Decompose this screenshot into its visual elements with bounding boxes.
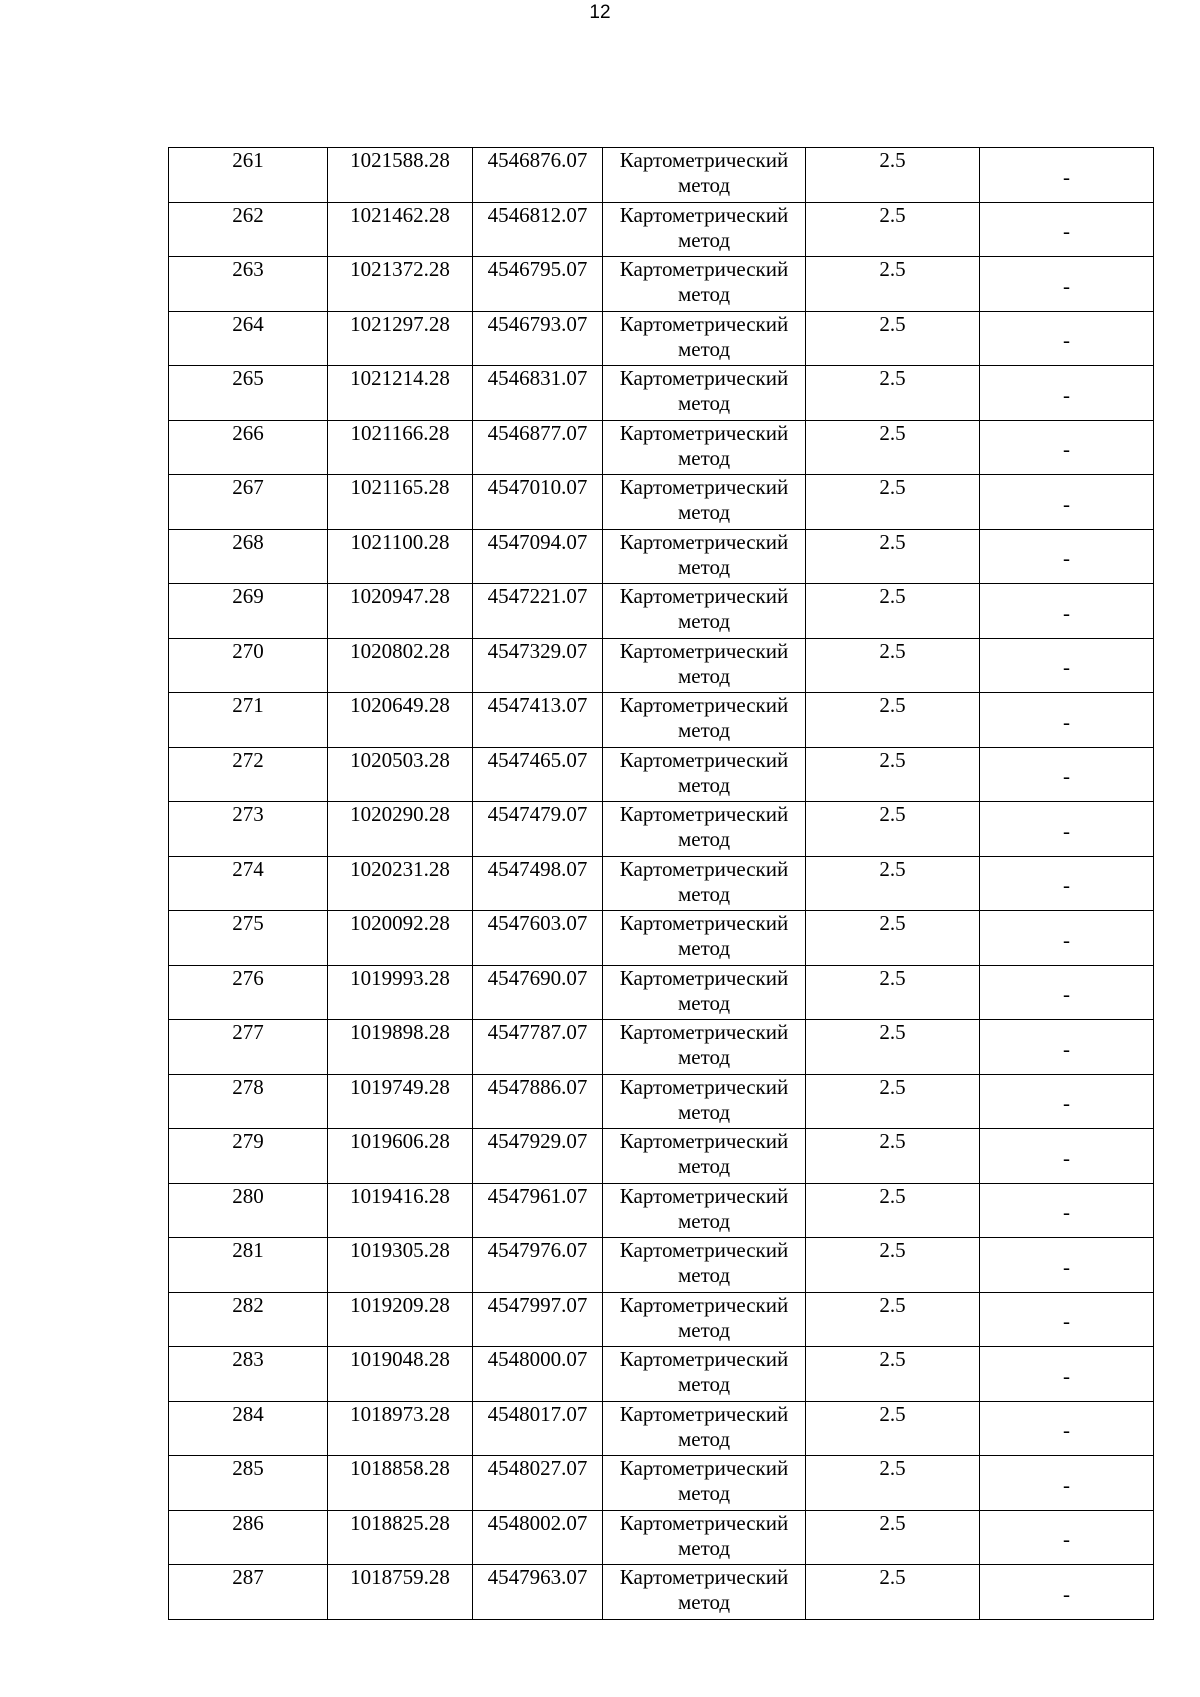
x-coordinate-cell: 1021372.28: [328, 257, 473, 312]
method-cell: [603, 584, 806, 639]
method-line-1: Картометрический: [619, 148, 789, 172]
method-cell: [603, 802, 806, 857]
y-coordinate-cell: 4547963.07: [473, 1565, 603, 1620]
accuracy-cell: 2.5: [806, 802, 980, 857]
method-line-2: метод: [677, 827, 731, 851]
accuracy-cell: 2.5: [806, 965, 980, 1020]
method-line-1: Картометрический: [619, 529, 789, 554]
y-coordinate-cell: 4547929.07: [473, 1129, 603, 1184]
method-line-2: метод: [677, 1426, 731, 1451]
method-line-1: Картометрический: [619, 1074, 789, 1099]
table-row: [169, 1183, 1154, 1238]
y-coordinate-cell: 4547976.07: [473, 1238, 603, 1293]
x-coordinate-cell: 1018759.28: [328, 1565, 473, 1620]
accuracy-cell: 2.5: [806, 584, 980, 639]
x-coordinate-cell: 1019048.28: [328, 1347, 473, 1402]
note-cell: -: [980, 965, 1154, 1020]
method-cell: [603, 1510, 806, 1565]
method-line-2: метод: [677, 772, 731, 797]
method-cell: [603, 1238, 806, 1293]
point-number-cell: 274: [169, 856, 328, 911]
y-coordinate-cell: 4547961.07: [473, 1183, 603, 1238]
accuracy-cell: 2.5: [806, 1183, 980, 1238]
method-cell: [603, 856, 806, 911]
point-number-cell: 283: [169, 1347, 328, 1402]
method-line-1: Картометрический: [619, 1292, 789, 1317]
method-line-2: метод: [677, 881, 731, 906]
note-cell: -: [980, 1020, 1154, 1075]
x-coordinate-cell: 1019305.28: [328, 1238, 473, 1293]
note-cell: -: [980, 747, 1154, 802]
note-cell: -: [980, 1292, 1154, 1347]
method-line-2: метод: [677, 173, 731, 197]
method-line-2: метод: [677, 1535, 731, 1560]
point-number-cell: 261: [169, 148, 328, 203]
point-number-cell: 265: [169, 366, 328, 421]
y-coordinate-cell: 4547479.07: [473, 802, 603, 857]
method-cell: [603, 257, 806, 312]
method-line-2: метод: [677, 554, 731, 579]
y-coordinate-cell: 4547787.07: [473, 1020, 603, 1075]
note-cell: -: [980, 1510, 1154, 1565]
point-number-cell: 266: [169, 420, 328, 475]
table-row: [169, 802, 1154, 857]
method-line-2: метод: [677, 1208, 731, 1233]
x-coordinate-cell: 1021100.28: [328, 529, 473, 584]
x-coordinate-cell: 1021166.28: [328, 420, 473, 475]
accuracy-cell: 2.5: [806, 529, 980, 584]
note-cell: -: [980, 1129, 1154, 1184]
x-coordinate-cell: 1020503.28: [328, 747, 473, 802]
table-row: [169, 1020, 1154, 1075]
point-number-cell: 286: [169, 1510, 328, 1565]
note-cell: -: [980, 638, 1154, 693]
note-cell: -: [980, 802, 1154, 857]
accuracy-cell: 2.5: [806, 1292, 980, 1347]
method-cell: [603, 1347, 806, 1402]
table-row: [169, 1510, 1154, 1565]
accuracy-cell: 2.5: [806, 420, 980, 475]
method-cell: [603, 1292, 806, 1347]
method-cell: [603, 475, 806, 530]
method-line-1: Картометрический: [619, 202, 789, 227]
point-number-cell: 270: [169, 638, 328, 693]
x-coordinate-cell: 1021165.28: [328, 475, 473, 530]
y-coordinate-cell: 4546795.07: [473, 257, 603, 312]
method-line-2: метод: [677, 1045, 731, 1069]
method-line-1: Картометрический: [619, 1565, 789, 1589]
point-number-cell: 277: [169, 1020, 328, 1075]
method-cell: [603, 965, 806, 1020]
y-coordinate-cell: 4548027.07: [473, 1456, 603, 1511]
method-line-1: Картометрический: [619, 1401, 789, 1426]
method-line-2: метод: [677, 336, 731, 361]
method-cell: [603, 1183, 806, 1238]
x-coordinate-cell: 1019606.28: [328, 1129, 473, 1184]
point-number-cell: 272: [169, 747, 328, 802]
x-coordinate-cell: 1021214.28: [328, 366, 473, 421]
method-line-2: метод: [677, 1263, 731, 1287]
method-cell: [603, 911, 806, 966]
accuracy-cell: 2.5: [806, 1020, 980, 1075]
table-row: [169, 420, 1154, 475]
note-cell: -: [980, 366, 1154, 421]
method-line-2: метод: [677, 1590, 731, 1614]
method-cell: [603, 1401, 806, 1456]
note-cell: -: [980, 475, 1154, 530]
method-line-2: метод: [677, 227, 731, 252]
note-cell: -: [980, 529, 1154, 584]
y-coordinate-cell: 4546831.07: [473, 366, 603, 421]
method-cell: [603, 420, 806, 475]
table-row: [169, 856, 1154, 911]
note-cell: -: [980, 693, 1154, 748]
note-cell: -: [980, 856, 1154, 911]
x-coordinate-cell: 1020802.28: [328, 638, 473, 693]
method-cell: [603, 693, 806, 748]
y-coordinate-cell: 4548000.07: [473, 1347, 603, 1402]
y-coordinate-cell: 4547997.07: [473, 1292, 603, 1347]
accuracy-cell: 2.5: [806, 1456, 980, 1511]
coordinates-table: [168, 147, 1154, 1620]
point-number-cell: 262: [169, 202, 328, 257]
point-number-cell: 263: [169, 257, 328, 312]
y-coordinate-cell: 4547413.07: [473, 693, 603, 748]
note-cell: -: [980, 1183, 1154, 1238]
table-row: [169, 1074, 1154, 1129]
note-cell: -: [980, 311, 1154, 366]
point-number-cell: 278: [169, 1074, 328, 1129]
table-row: [169, 148, 1154, 203]
method-line-1: Картометрический: [619, 1347, 789, 1371]
point-number-cell: 264: [169, 311, 328, 366]
note-cell: -: [980, 1238, 1154, 1293]
accuracy-cell: 2.5: [806, 747, 980, 802]
x-coordinate-cell: 1018973.28: [328, 1401, 473, 1456]
y-coordinate-cell: 4546876.07: [473, 148, 603, 203]
table-row: [169, 638, 1154, 693]
accuracy-cell: 2.5: [806, 693, 980, 748]
method-cell: [603, 747, 806, 802]
x-coordinate-cell: 1019898.28: [328, 1020, 473, 1075]
x-coordinate-cell: 1020947.28: [328, 584, 473, 639]
note-cell: -: [980, 202, 1154, 257]
note-cell: -: [980, 1074, 1154, 1129]
x-coordinate-cell: 1021297.28: [328, 311, 473, 366]
y-coordinate-cell: 4547221.07: [473, 584, 603, 639]
table-row: [169, 366, 1154, 421]
note-cell: -: [980, 1401, 1154, 1456]
method-line-1: Картометрический: [619, 420, 789, 445]
table-row: [169, 584, 1154, 639]
x-coordinate-cell: 1019416.28: [328, 1183, 473, 1238]
y-coordinate-cell: 4547329.07: [473, 638, 603, 693]
table-row: [169, 1129, 1154, 1184]
x-coordinate-cell: 1019749.28: [328, 1074, 473, 1129]
method-cell: [603, 1074, 806, 1129]
accuracy-cell: 2.5: [806, 1565, 980, 1620]
table-row: [169, 693, 1154, 748]
method-cell: [603, 1129, 806, 1184]
accuracy-cell: 2.5: [806, 1401, 980, 1456]
x-coordinate-cell: 1020649.28: [328, 693, 473, 748]
method-line-2: метод: [677, 282, 731, 306]
method-line-2: метод: [677, 990, 731, 1015]
point-number-cell: 275: [169, 911, 328, 966]
table-row: [169, 1347, 1154, 1402]
method-line-1: Картометрический: [619, 1183, 789, 1208]
y-coordinate-cell: 4547465.07: [473, 747, 603, 802]
method-line-1: Картометрический: [619, 257, 789, 281]
x-coordinate-cell: 1021588.28: [328, 148, 473, 203]
x-coordinate-cell: 1018825.28: [328, 1510, 473, 1565]
method-line-1: Картометрический: [619, 1456, 789, 1480]
y-coordinate-cell: 4548002.07: [473, 1510, 603, 1565]
table-row: [169, 1456, 1154, 1511]
method-cell: [603, 202, 806, 257]
table-row: [169, 1292, 1154, 1347]
method-cell: [603, 148, 806, 203]
method-line-1: Картометрический: [619, 802, 789, 826]
method-line-1: Картометрический: [619, 747, 789, 772]
method-line-2: метод: [677, 500, 731, 524]
method-line-2: метод: [677, 936, 731, 960]
note-cell: -: [980, 1456, 1154, 1511]
table-row: [169, 529, 1154, 584]
table-row: [169, 311, 1154, 366]
method-line-1: Картометрический: [619, 1020, 789, 1044]
method-cell: [603, 529, 806, 584]
y-coordinate-cell: 4546793.07: [473, 311, 603, 366]
method-cell: [603, 311, 806, 366]
x-coordinate-cell: 1021462.28: [328, 202, 473, 257]
accuracy-cell: 2.5: [806, 148, 980, 203]
y-coordinate-cell: 4547498.07: [473, 856, 603, 911]
method-line-2: метод: [677, 391, 731, 415]
method-line-1: Картометрический: [619, 856, 789, 881]
accuracy-cell: 2.5: [806, 1238, 980, 1293]
point-number-cell: 281: [169, 1238, 328, 1293]
x-coordinate-cell: 1020231.28: [328, 856, 473, 911]
y-coordinate-cell: 4547690.07: [473, 965, 603, 1020]
note-cell: -: [980, 257, 1154, 312]
y-coordinate-cell: 4548017.07: [473, 1401, 603, 1456]
y-coordinate-cell: 4547094.07: [473, 529, 603, 584]
accuracy-cell: 2.5: [806, 856, 980, 911]
accuracy-cell: 2.5: [806, 202, 980, 257]
method-line-1: Картометрический: [619, 1129, 789, 1153]
method-line-1: Картометрический: [619, 965, 789, 990]
point-number-cell: 287: [169, 1565, 328, 1620]
point-number-cell: 284: [169, 1401, 328, 1456]
point-number-cell: 279: [169, 1129, 328, 1184]
method-line-1: Картометрический: [619, 693, 789, 717]
method-line-2: метод: [677, 663, 731, 688]
method-line-1: Картометрический: [619, 584, 789, 608]
y-coordinate-cell: 4547010.07: [473, 475, 603, 530]
x-coordinate-cell: 1019993.28: [328, 965, 473, 1020]
method-line-2: метод: [677, 1317, 731, 1342]
method-line-2: метод: [677, 718, 731, 742]
point-number-cell: 273: [169, 802, 328, 857]
accuracy-cell: 2.5: [806, 257, 980, 312]
coordinates-table-body: [169, 148, 1154, 1620]
method-line-1: Картометрический: [619, 366, 789, 390]
point-number-cell: 285: [169, 1456, 328, 1511]
note-cell: -: [980, 148, 1154, 203]
method-line-2: метод: [677, 1372, 731, 1396]
x-coordinate-cell: 1019209.28: [328, 1292, 473, 1347]
method-line-2: метод: [677, 1099, 731, 1124]
method-line-1: Картометрический: [619, 1238, 789, 1262]
x-coordinate-cell: 1020290.28: [328, 802, 473, 857]
table-row: [169, 1565, 1154, 1620]
accuracy-cell: 2.5: [806, 1129, 980, 1184]
method-line-2: метод: [677, 1481, 731, 1505]
accuracy-cell: 2.5: [806, 311, 980, 366]
accuracy-cell: 2.5: [806, 638, 980, 693]
note-cell: -: [980, 584, 1154, 639]
note-cell: -: [980, 420, 1154, 475]
table-row: [169, 747, 1154, 802]
method-line-2: метод: [677, 445, 731, 470]
method-line-1: Картометрический: [619, 638, 789, 663]
method-cell: [603, 1565, 806, 1620]
accuracy-cell: 2.5: [806, 475, 980, 530]
point-number-cell: 276: [169, 965, 328, 1020]
y-coordinate-cell: 4547603.07: [473, 911, 603, 966]
accuracy-cell: 2.5: [806, 1074, 980, 1129]
method-line-1: Картометрический: [619, 311, 789, 336]
point-number-cell: 267: [169, 475, 328, 530]
y-coordinate-cell: 4546812.07: [473, 202, 603, 257]
table-row: [169, 911, 1154, 966]
accuracy-cell: 2.5: [806, 911, 980, 966]
accuracy-cell: 2.5: [806, 1510, 980, 1565]
accuracy-cell: 2.5: [806, 366, 980, 421]
method-cell: [603, 366, 806, 421]
method-cell: [603, 1456, 806, 1511]
method-cell: [603, 1020, 806, 1075]
table-row: [169, 965, 1154, 1020]
method-line-1: Картометрический: [619, 475, 789, 499]
point-number-cell: 269: [169, 584, 328, 639]
table-row: [169, 475, 1154, 530]
method-line-2: метод: [677, 609, 731, 633]
method-line-1: Картометрический: [619, 1510, 789, 1535]
note-cell: -: [980, 1347, 1154, 1402]
point-number-cell: 268: [169, 529, 328, 584]
table-row: [169, 1238, 1154, 1293]
method-line-1: Картометрический: [619, 911, 789, 935]
x-coordinate-cell: 1020092.28: [328, 911, 473, 966]
y-coordinate-cell: 4547886.07: [473, 1074, 603, 1129]
point-number-cell: 271: [169, 693, 328, 748]
table-row: [169, 257, 1154, 312]
table-row: [169, 202, 1154, 257]
point-number-cell: 280: [169, 1183, 328, 1238]
method-line-2: метод: [677, 1154, 731, 1178]
method-cell: [603, 638, 806, 693]
accuracy-cell: 2.5: [806, 1347, 980, 1402]
point-number-cell: 282: [169, 1292, 328, 1347]
note-cell: -: [980, 911, 1154, 966]
note-cell: -: [980, 1565, 1154, 1620]
page-number: 12: [589, 2, 611, 23]
table-row: [169, 1401, 1154, 1456]
x-coordinate-cell: 1018858.28: [328, 1456, 473, 1511]
y-coordinate-cell: 4546877.07: [473, 420, 603, 475]
